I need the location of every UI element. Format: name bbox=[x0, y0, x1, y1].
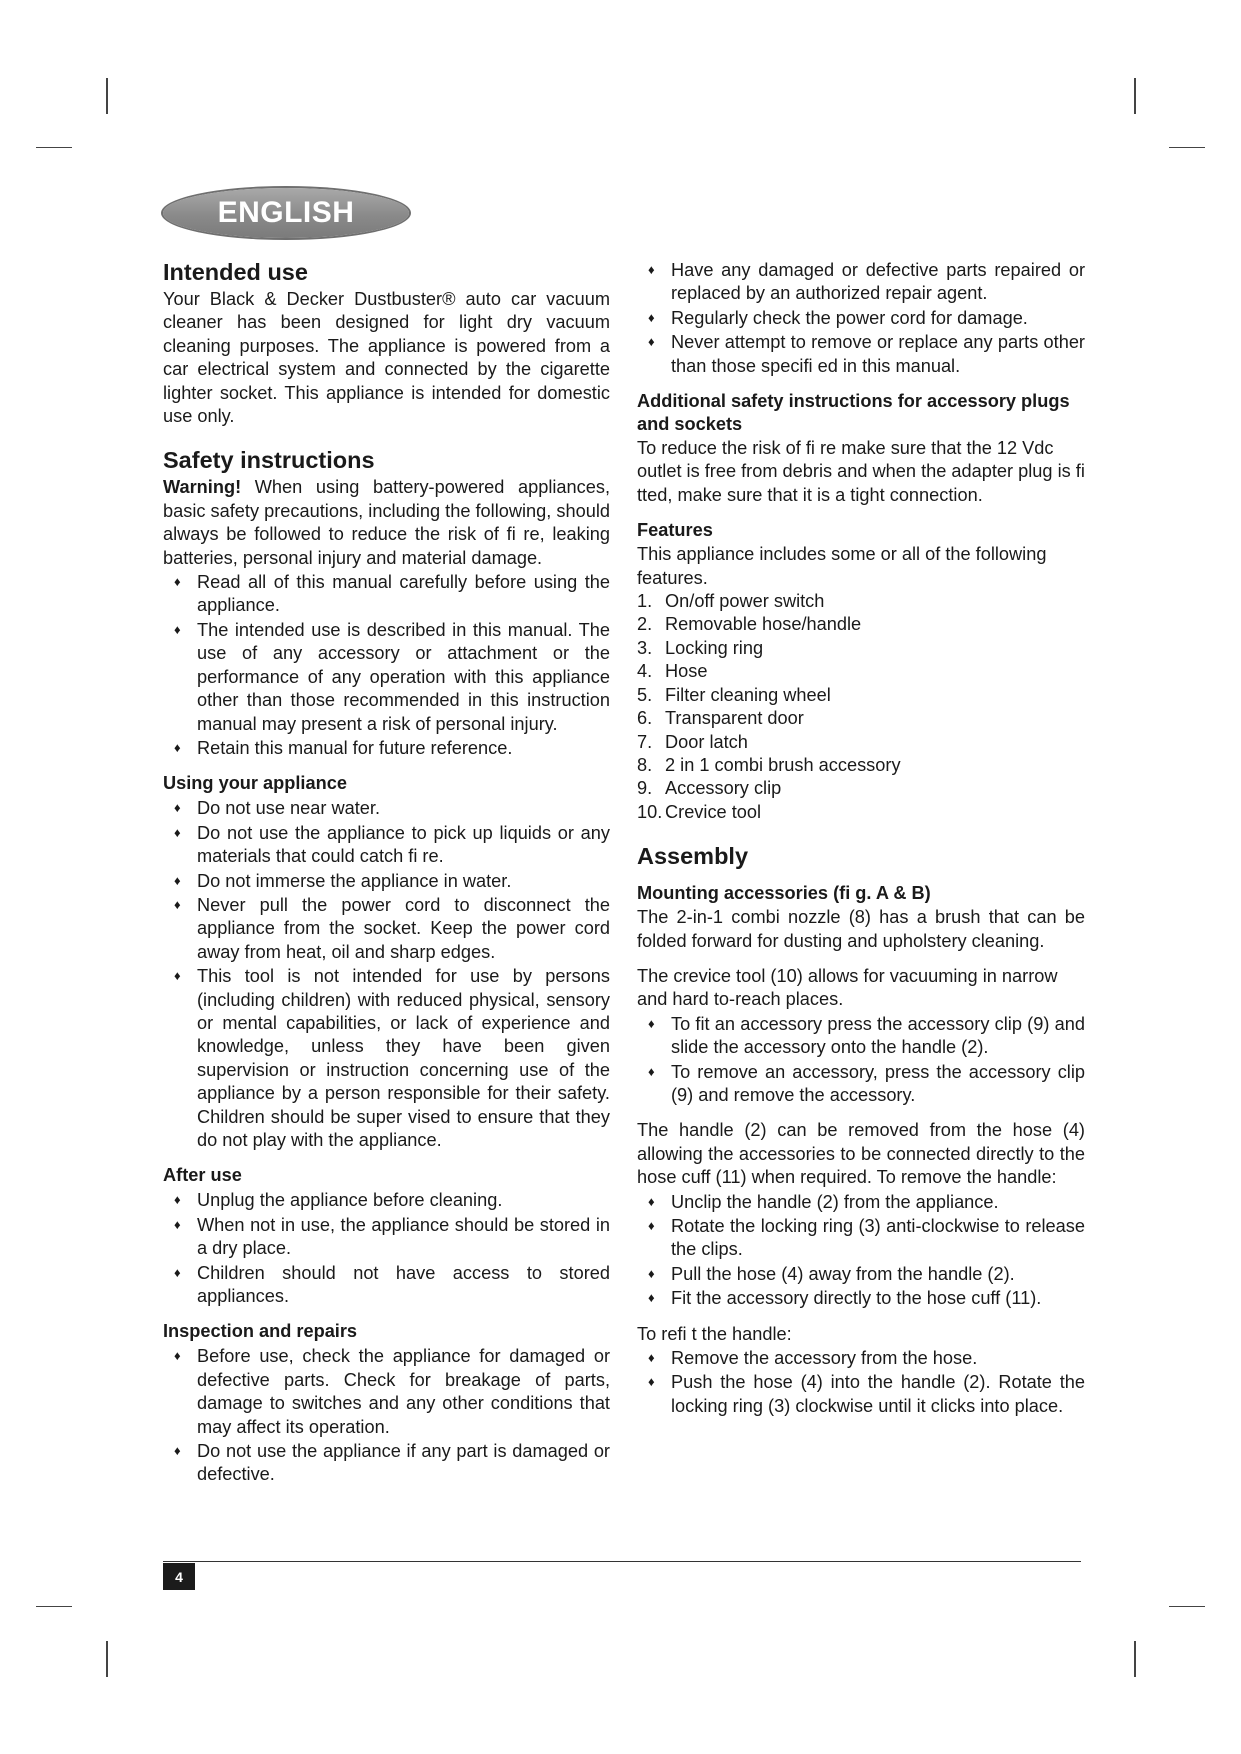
crop-mark-bottom-left-h bbox=[36, 1606, 72, 1607]
list-item: ♦ Read all of this manual carefully before using the appliance. bbox=[163, 570, 610, 618]
footer-rule bbox=[163, 1561, 1081, 1562]
feature-item: 5. Filter cleaning wheel bbox=[637, 684, 831, 705]
safety-warning bbox=[163, 476, 610, 570]
list-item: ♦ Children should not have access to stored appliances. bbox=[163, 1261, 610, 1309]
list-item: ♦ To remove an accessory, press the accessory clip (9) and remove the accessory. bbox=[637, 1060, 1085, 1108]
crop-mark-top-right bbox=[1134, 78, 1136, 114]
list-item: ♦ Do not use near water. bbox=[163, 796, 610, 820]
safety-heading: Safety instructions bbox=[163, 447, 375, 474]
intended-use-text: Your Black & Decker Dustbuster® auto car vacuum cleaner has been designed for light dry vacuum cleaning purposes. The appliance is powered from a car electrical system and connected by the cigarette lighter socket. This appliance is intended for domestic use only. bbox=[163, 289, 610, 427]
list-item: ♦ Do not immerse the appliance in water. bbox=[163, 869, 610, 893]
list-item: ♦ Never pull the power cord to disconnect the appliance from the socket. Keep the power cord away from heat, oil and sharp edges. bbox=[163, 893, 610, 964]
repair-list bbox=[637, 258, 1085, 378]
inspection-list bbox=[163, 1344, 610, 1486]
list-item: ♦ Remove the accessory from the hose. bbox=[637, 1346, 1085, 1370]
list-item: ♦ Retain this manual for future reference. bbox=[163, 736, 610, 760]
list-item: ♦ Unclip the handle (2) from the appliance. bbox=[637, 1190, 1085, 1214]
features-heading: Features bbox=[637, 520, 713, 541]
assembly-paragraph: The 2-in-1 combi nozzle (8) has a brush that can be folded forward for dusting and upholstery cleaning. bbox=[637, 907, 1085, 951]
warning-label: Warning! bbox=[163, 477, 242, 498]
warning-text: When using battery-powered appliances, basic safety precautions, including the following, should always be followed to reduce the risk of fi re, leaking batteries, personal injury and material damage. bbox=[163, 477, 610, 568]
list-item: ♦ Regularly check the power cord for damage. bbox=[637, 306, 1085, 330]
list-item: ♦ This tool is not intended for use by persons (including children) with reduced physical, sensory or mental capabilities, or lack of experience and knowledge, unless they have been given supervision or instruction concerning use of the appliance by a person responsible for their safety. Children should be super vised to ensure that they do not play with the appliance. bbox=[163, 964, 610, 1152]
feature-item: 8. 2 in 1 combi brush accessory bbox=[637, 754, 901, 775]
intended-use-heading: Intended use bbox=[163, 259, 308, 285]
list-item: ♦ To fit an accessory press the accessory clip (9) and slide the accessory onto the handle (2). bbox=[637, 1012, 1085, 1060]
list-item: ♦ Before use, check the appliance for damaged or defective parts. Check for breakage of parts, damage to switches and any other conditions that may affect its operation. bbox=[163, 1344, 610, 1439]
list-item: ♦ Never attempt to remove or replace any parts other than those specifi ed in this manual. bbox=[637, 330, 1085, 378]
inspection-heading: Inspection and repairs bbox=[163, 1321, 358, 1342]
features-list bbox=[637, 590, 1085, 824]
page-number: 4 bbox=[163, 1563, 195, 1590]
safety-list bbox=[163, 570, 610, 760]
additional-safety-heading: Additional safety instructions for accessory plugs and sockets bbox=[637, 391, 1070, 435]
feature-item: 3. Locking ring bbox=[637, 637, 764, 658]
assembly-paragraph: The handle (2) can be removed from the hose (4) allowing the accessories to be connected directly to the hose cuff (11) when required. To remove the handle: bbox=[637, 1120, 1085, 1188]
feature-item: 4. Hose bbox=[637, 661, 708, 682]
features-intro: This appliance includes some or all of the following features. bbox=[637, 544, 1047, 588]
feature-item: 10. Crevice tool bbox=[637, 801, 762, 822]
list-item: ♦ Fit the accessory directly to the hose cuff (11). bbox=[637, 1286, 1085, 1310]
refit-heading: To refi t the handle: bbox=[637, 1323, 792, 1344]
additional-safety-text: To reduce the risk of fi re make sure that the 12 Vdc outlet is free from debris and when the adapter plug is fi tted, make sure that it is a tight connection. bbox=[637, 438, 1085, 505]
crop-mark-bottom-right bbox=[1134, 1641, 1136, 1677]
feature-item: 2. Removable hose/handle bbox=[637, 614, 862, 635]
list-item: ♦ Unplug the appliance before cleaning. bbox=[163, 1188, 610, 1212]
assembly-heading: Assembly bbox=[637, 843, 749, 870]
crop-mark-top-left-h bbox=[36, 147, 72, 148]
crop-mark-top-right-h bbox=[1169, 147, 1205, 148]
list-item: ♦ Push the hose (4) into the handle (2). Rotate the locking ring (3) clockwise until it clicks into place. bbox=[637, 1370, 1085, 1418]
feature-item: 1. On/off power switch bbox=[637, 591, 825, 612]
feature-item: 6. Transparent door bbox=[637, 708, 804, 729]
list-item: ♦ Pull the hose (4) away from the handle (2). bbox=[637, 1262, 1085, 1286]
right-column bbox=[637, 258, 1085, 1418]
assembly-paragraph: The crevice tool (10) allows for vacuuming in narrow and hard to-reach places. bbox=[637, 965, 1058, 1010]
after-use-list bbox=[163, 1188, 610, 1308]
crop-mark-bottom-left bbox=[106, 1641, 108, 1677]
feature-item: 9. Accessory clip bbox=[637, 778, 782, 799]
language-badge: ENGLISH bbox=[163, 188, 409, 238]
crop-mark-bottom-right-h bbox=[1169, 1606, 1205, 1607]
list-item: ♦ The intended use is described in this manual. The use of any accessory or attachment or the performance of any operation with this appliance other than those recommended in this instruction manual may present a risk of personal injury. bbox=[163, 618, 610, 736]
refit-list bbox=[637, 1346, 1085, 1418]
using-list bbox=[163, 796, 610, 1152]
list-item: ♦ Have any damaged or defective parts repaired or replaced by an authorized repair agent. bbox=[637, 258, 1085, 306]
left-column bbox=[163, 258, 610, 1487]
crop-mark-top-left bbox=[106, 78, 108, 114]
mounting-heading: Mounting accessories (fi g. A & B) bbox=[637, 883, 931, 904]
using-heading: Using your appliance bbox=[163, 773, 347, 794]
list-item: ♦ Do not use the appliance to pick up liquids or any materials that could catch fi re. bbox=[163, 821, 610, 869]
list-item: ♦ When not in use, the appliance should be stored in a dry place. bbox=[163, 1213, 610, 1261]
handle-removal-list bbox=[637, 1190, 1085, 1311]
after-use-heading: After use bbox=[163, 1165, 242, 1186]
list-item: ♦ Rotate the locking ring (3) anti-clockwise to release the clips. bbox=[637, 1214, 1085, 1262]
list-item: ♦ Do not use the appliance if any part is damaged or defective. bbox=[163, 1439, 610, 1487]
accessory-list bbox=[637, 1012, 1085, 1108]
feature-item: 7. Door latch bbox=[637, 731, 748, 752]
